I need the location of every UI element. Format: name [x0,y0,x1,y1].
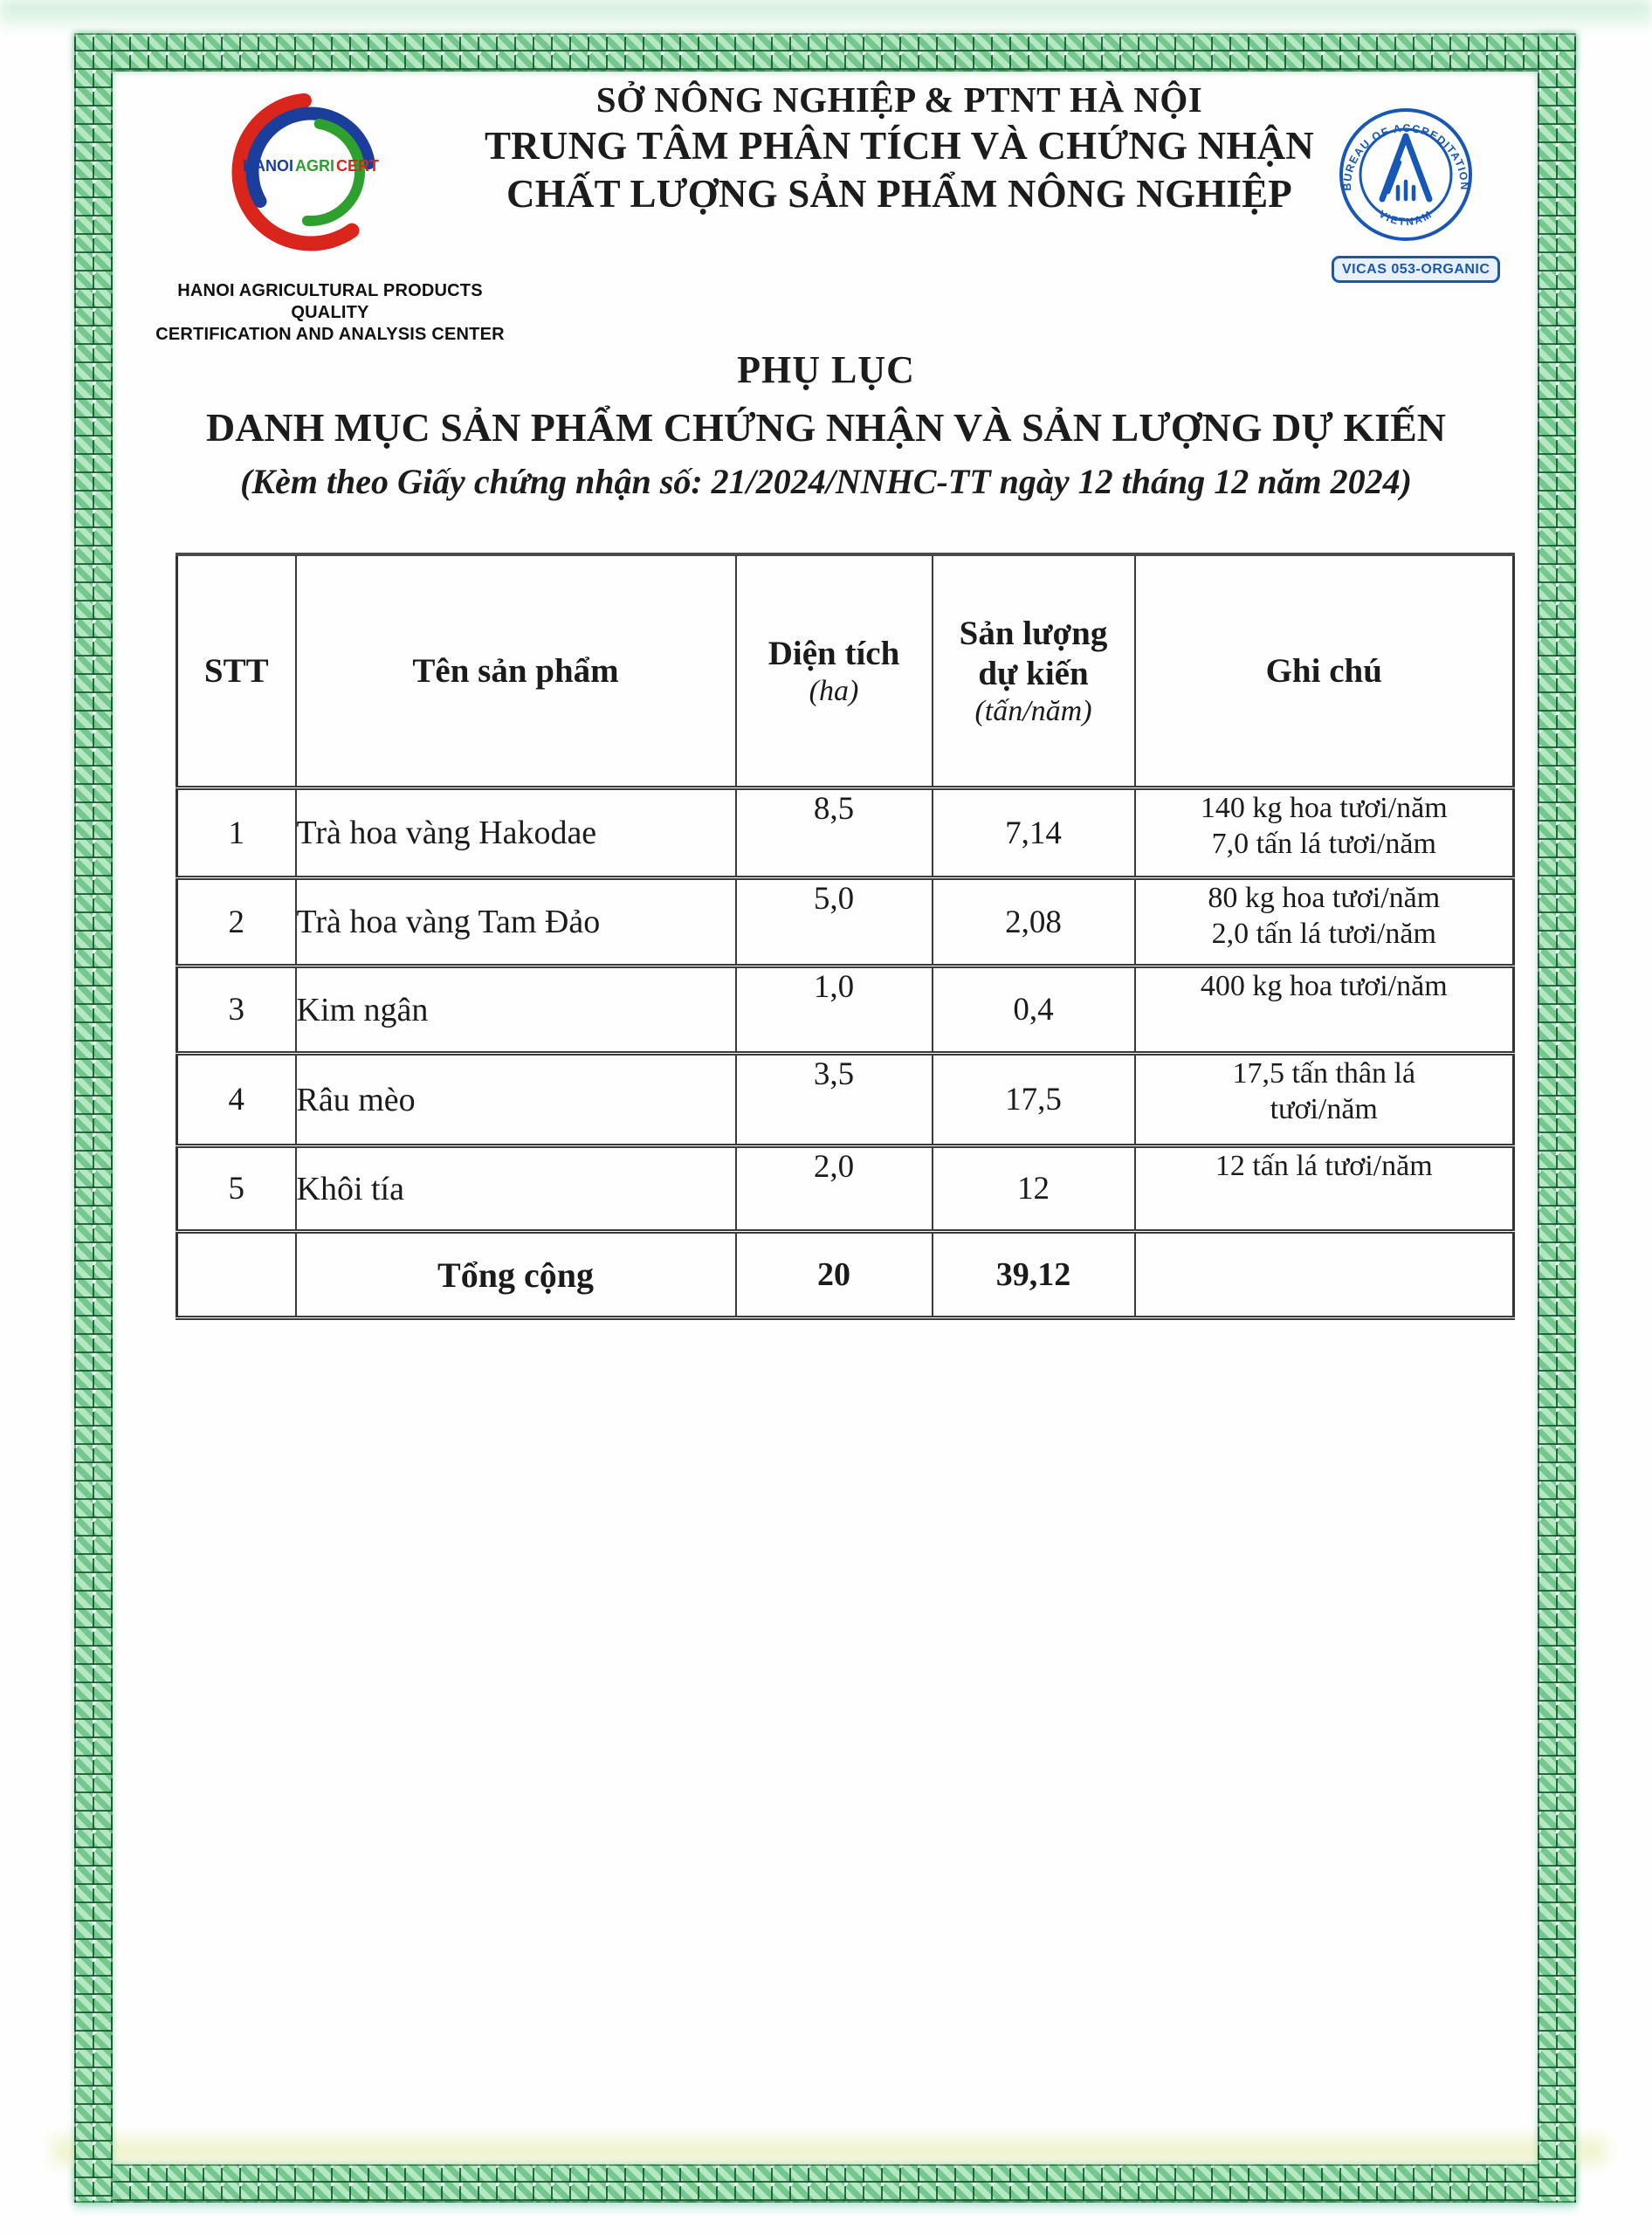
org-name-line2: TRUNG TÂM PHÂN TÍCH VÀ CHỨNG NHẬN [485,124,1314,168]
scan-blur-top [0,0,1652,28]
logo-wordmark [218,157,403,175]
stt-cell: 2 [177,878,296,966]
stt-cell: 4 [177,1054,296,1146]
area-cell: 2,0 [736,1146,933,1232]
area-cell: 3,5 [736,1054,933,1146]
certificate-reference: (Kèm theo Giấy chứng nhận số: 21/2024/NNHC-TT ngày 12 tháng 12 năm 2024) [240,462,1412,501]
table-row [177,788,1514,878]
product-name-cell: Kim ngân [296,966,736,1054]
area-cell: 8,5 [736,788,933,878]
note-cell [1135,878,1514,966]
note-line2: 2,0 tấn lá tươi/năm [1211,918,1436,950]
header-yield [933,554,1135,788]
org-header [472,77,1327,218]
note-line1: 12 tấn lá tươi/năm [1215,1150,1433,1182]
yield-cell: 0,4 [933,966,1135,1054]
note-line1: 140 kg hoa tươi/năm [1200,792,1448,824]
product-name-cell: Trà hoa vàng Hakodae [296,788,736,878]
header-yield-label: Sản lượng dự kiến [959,614,1108,692]
header-area-label: Diện tích [767,634,900,672]
page-subtitle: DANH MỤC SẢN PHẨM CHỨNG NHẬN VÀ SẢN LƯỢNG DỰ KIẾN [205,405,1446,450]
org-name-line3: CHẤT LƯỢNG SẢN PHẨM NÔNG NGHIỆP [506,172,1292,216]
border-chain-right [1538,33,1576,2203]
yield-cell: 2,08 [933,878,1135,966]
header-area-unit: (ha) [809,674,859,707]
stt-cell: 1 [177,788,296,878]
total-empty-stt-cell [177,1232,296,1318]
note-cell [1135,788,1514,878]
border-chain-bottom [74,2164,1576,2203]
note-line1: 400 kg hoa tươi/năm [1200,970,1448,1002]
header-stt-label: STT [203,651,269,690]
note-line1: 17,5 tấn thân lá [1232,1057,1416,1090]
table-row [177,1054,1514,1146]
header-product-name-label: Tên sản phẩm [412,651,619,690]
accreditation-seal-icon [1336,107,1476,246]
stt-cell: 3 [177,966,296,1054]
header-note-label: Ghi chú [1265,651,1382,690]
yield-cell: 7,14 [933,788,1135,878]
note-cell [1135,1146,1514,1232]
product-name-cell: Râu mèo [296,1054,736,1146]
product-name-cell: Trà hoa vàng Tam Đảo [296,878,736,966]
hanoi-agri-cert-logo [218,80,403,267]
page-title: PHỤ LỤC [737,348,915,391]
note-line2: tươi/năm [1270,1093,1378,1125]
table-row [177,878,1514,966]
header-product-name [296,554,736,788]
area-cell: 5,0 [736,878,933,966]
title-block [154,347,1498,503]
yield-cell: 17,5 [933,1054,1135,1146]
table-total-row [177,1232,1514,1318]
note-line1: 80 kg hoa tươi/năm [1208,882,1441,914]
table-header-row [177,554,1514,788]
total-area-cell: 20 [736,1232,933,1318]
border-chain-left [74,33,113,2203]
total-label-cell: Tổng cộng [296,1232,736,1318]
svg-text:VIETNAM [1377,208,1435,228]
org-name-line1: SỞ NÔNG NGHIỆP & PTNT HÀ NỘI [595,79,1203,120]
seal-mountain-icon [1382,136,1429,199]
table-row [177,966,1514,1054]
scan-blur-bottom [52,2137,1607,2165]
seal-badge: VICAS 053-ORGANIC [1332,256,1500,283]
product-name-cell: Khôi tía [296,1146,736,1232]
header-yield-unit: (tấn/năm) [974,694,1092,727]
certified-products-table [176,553,1515,1320]
logo-word-hanoi: HANOI [243,157,293,175]
seal-ring-top-text: BUREAU OF ACCREDITATION [1340,121,1471,191]
area-cell: 1,0 [736,966,933,1054]
table-row [177,1146,1514,1232]
note-line2: 7,0 tấn lá tươi/năm [1211,828,1436,860]
accreditation-seal [1332,107,1490,283]
left-logo-caption [155,280,505,346]
border-chain-top [74,33,1576,72]
total-yield-cell: 39,12 [933,1232,1135,1318]
header-stt [177,554,296,788]
header-area [736,554,933,788]
note-cell [1135,966,1514,1054]
header-note [1135,554,1514,788]
logo-word-cert: CERT [336,157,379,175]
logo-word-agri: AGRI [295,157,334,175]
yield-cell: 12 [933,1146,1135,1232]
seal-ring-bottom-text: VIETNAM [1376,207,1435,229]
total-empty-note-cell [1135,1232,1514,1318]
note-cell [1135,1054,1514,1146]
stt-cell: 5 [177,1146,296,1232]
left-logo-caption-line2: CERTIFICATION AND ANALYSIS CENTER [155,325,505,344]
left-logo-caption-line1: HANOI AGRICULTURAL PRODUCTS QUALITY [177,281,483,322]
